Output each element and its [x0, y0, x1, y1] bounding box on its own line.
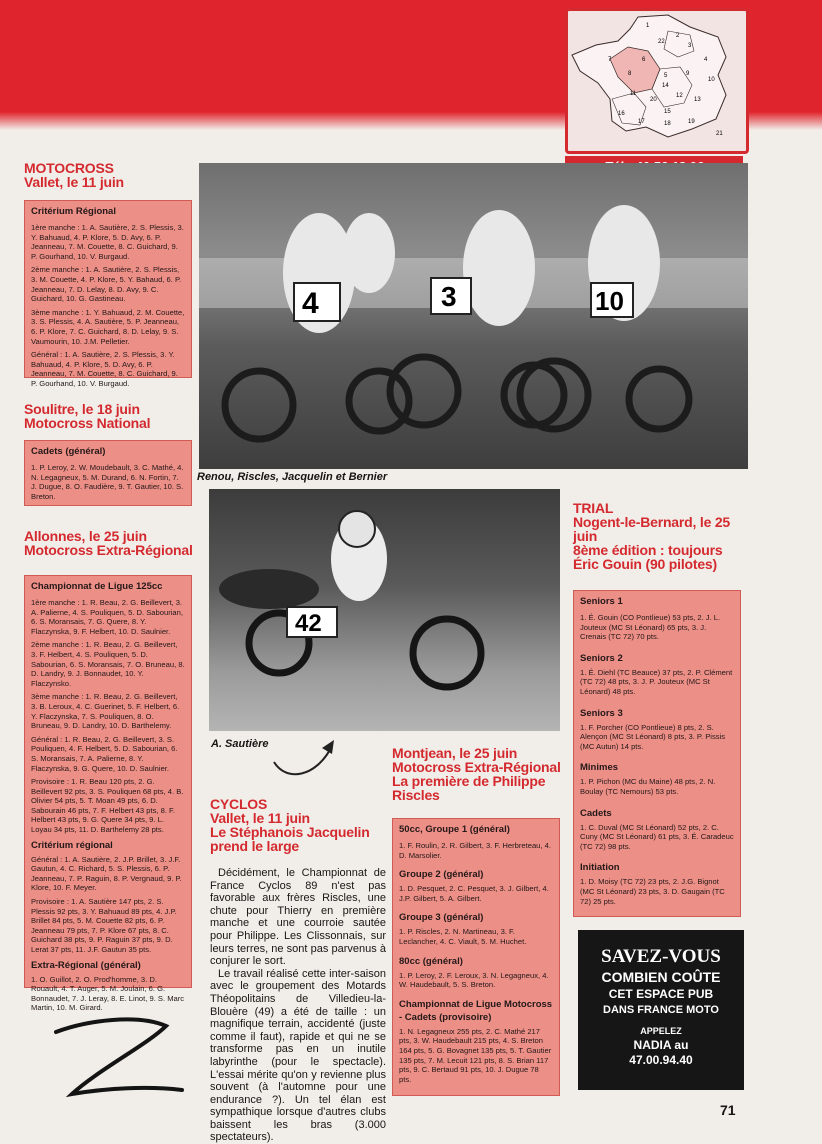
headline-line: Motocross Extra-Régional: [24, 542, 193, 558]
race-number: 4: [302, 287, 319, 320]
result-entry: 1. F. Roulin, 2. R. Gilbert, 3. F. Herbreteau, 4. D. Marsolier.: [399, 841, 551, 860]
map-label: 21: [716, 131, 723, 137]
result-entry: Général : 1. A. Sautière, 2. S. Plessis, 3. Y. Bahuaud, 4. P. Klore, 5. D. Avy, 6. P. Jeanneau, 7. M. Couette, 8. C. Guichard, 9. P. Gourhand, 10. V. Burgaud.: [31, 350, 178, 388]
box-title: Critérium Régional: [31, 206, 116, 217]
box-title: Championnat de Ligue 125cc: [31, 581, 163, 592]
box-subtitle: Minimes: [580, 762, 619, 774]
cyclos-headline: [210, 797, 386, 853]
map-label: 19: [688, 119, 695, 125]
box-subtitle: Initiation: [580, 862, 620, 874]
box-subtitle: Seniors 3: [580, 707, 623, 719]
headline-line: Motocross Extra-Régional: [392, 759, 561, 775]
result-entry: 1. N. Legagneux 255 pts, 2. C. Mathé 217 pts, 3. W. Haudebault 215 pts, 4. S. Breton 164 pts, 5. G. Bovagnet 135 pts, 5. T. Gautier 135 pts, 7. M. Lecuit 121 pts, 8. S. Brian 117 pts, 9. C. Bertaud 91 pts, 10. J. Dugue 78 pts.: [399, 1026, 552, 1084]
montjean-results-box: [392, 818, 560, 1096]
box-subtitle: 80cc (général): [399, 955, 463, 967]
allonnes-headline: [24, 529, 200, 557]
result-entry: 1. D. Pesquet, 2. C. Pesquet, 3. J. Gilbert, 4. J.P. Gilbert, 5. A. Gilbert.: [399, 884, 549, 903]
soulitre-headline: [24, 402, 194, 430]
box-title: 50cc, Groupe 1 (général): [399, 824, 510, 835]
article-paragraph: Décidément, le Championnat de France Cyclos 89 n'est pas favorable aux frères Riscles, une chute pour Thierry en première manche et une courroie sautée pour Philippe. Les Clissonnais, sur leurs terres, ne sont pas parvenus à conjurer le sort.: [210, 867, 386, 968]
map-label: 12: [676, 93, 683, 99]
box-subtitle: Groupe 2 (général): [399, 869, 484, 881]
result-entry: 2ème manche : 1. A. Sautière, 2. S. Plessis, 3. M. Couette, 4. P. Klore, 5. Y. Bahaud, 6. P. Jeanneau, 7. D. Lelay, 8. D. Avy, 9. C. Guichard, 10. G. Gastineau.: [31, 265, 182, 304]
map-label: 7: [608, 57, 612, 63]
result-entry: 1. É. Gouin (CO Pontlieue) 53 pts, 2. J. L. Jouteux (MC St Léonard) 65 pts, 3. J. Crenais (TC 72) 70 pts.: [580, 613, 721, 642]
article-paragraph: Le travail réalisé cette inter-saison avec le groupement des Motards Théopolitains de Villedieu-la-Blouère (49) a été de taille : un magnifique terrain, accidenté (juste comme il faut), rapide et qui ne se transforme pas en un inutile labyrinthe (pour le spectacle). L'essai mérite qu'on y revienne plus souvent (à l'automne pour une endurance ?). Un tel élan est sympathique lorsque d'autres clubs baissent les bras (3.000 spectateurs).: [210, 967, 386, 1144]
map-label: 8: [628, 71, 632, 77]
headline-line: Nogent-le-Bernard, le 25: [573, 514, 731, 530]
headline-line: La première de Philippe: [392, 773, 546, 789]
region-map: [565, 8, 749, 154]
headline-line: TRIAL: [573, 500, 614, 516]
box-subtitle: Critérium régional: [31, 839, 113, 851]
headline-line: Éric Gouin (90 pilotes): [573, 556, 717, 572]
allonnes-results-box: [24, 575, 192, 1013]
headline-line: MOTOCROSS: [24, 160, 114, 176]
headline-line: prend le large: [210, 838, 300, 854]
result-entry: 1. P. Riscles, 2. N. Martineau, 3. F. Leclancher, 4. C. Viault, 5. M. Huchet.: [399, 927, 527, 946]
result-entry: 1. D. Moisy (TC 72) 23 pts, 2. J.G. Bignot (MC St Léonard) 23 pts, 3. D. Gaugain (TC 72) 25 pts.: [580, 877, 725, 906]
headline-line: Le Stéphanois Jacquelin: [210, 824, 370, 840]
headline-line: Montjean, le 25 juin: [392, 745, 518, 761]
headline-line: Riscles: [392, 787, 440, 803]
ad-line: COMBIEN COÛTE: [601, 969, 721, 985]
map-label: 15: [664, 109, 671, 115]
box-subtitle: Groupe 3 (général): [399, 912, 484, 924]
result-entry: 1. O. Guillot, 2. O. Prod'homme, 3. D. Rouault, 4. T. Auger, 5. M. Joulain, 6. G. Bonnaudet, 7. J. Leray, 8. E. Linot, 9. S. Marc Martin, 10. M. Girard.: [31, 974, 185, 1013]
ad-line: NADIA au: [633, 1038, 689, 1052]
ad-line: 47.00.94.40: [629, 1053, 693, 1067]
map-label: 22: [658, 39, 665, 45]
race-number: 10: [595, 286, 624, 316]
map-label: 3: [688, 43, 692, 49]
result-entry: 1. P. Leroy, 2. W. Moudebault, 3. C. Mathé, 4. N. Legagneux, 5. M. Durand, 6. N. Fortin, 7. J. Dugue, 8. O. Faudière, 9. T. Gautier, 10. S. Breton.: [31, 463, 184, 501]
race-number: 42: [295, 610, 322, 637]
trial-results-box: [573, 590, 741, 917]
motocross-riders-icon: [199, 163, 748, 469]
vallet-results-box: [24, 200, 192, 388]
result-entry: 3ème manche : 1. Y. Bahuaud, 2. M. Couette, 3. S. Plessis, 4. A. Sautière, 5. P. Jeanneau, 6. P. Klore, 7. C. Guichard, 8. D. Lelay, 9. S. Vaumourin, 10. J.M. Pelletier.: [31, 307, 185, 346]
advertisement-box: [578, 930, 744, 1090]
result-entry: 1ère manche : 1. R. Beau, 2. G. Beillevert, 3. A. Palierne, 4. S. Pouliquen, 5. D. Sabourian, 6. S. Moransais, 7. G. Quere, 8. Y. Flaczynska, 9. F. Helbert, 10. D. Saulnier.: [31, 598, 183, 636]
map-label: 13: [694, 97, 701, 103]
page-number: 71: [720, 1102, 736, 1118]
map-label: 16: [618, 111, 625, 117]
ad-line: APPELEZ: [640, 1026, 682, 1036]
ad-line: SAVEZ-VOUS: [601, 946, 721, 967]
box-subtitle: Seniors 2: [580, 652, 623, 664]
headline-line: Vallet, le 11 juin: [210, 810, 310, 826]
result-entry: 1. P. Leroy, 2. F. Leroux, 3. N. Legagneux, 4. W. Haudebault, 5. S. Breton.: [399, 970, 549, 990]
trial-headline: [573, 501, 753, 571]
result-entry: Général : 1. A. Sautière, 2. J.P. Brillet, 3. J.F. Gautun, 4. C. Richard, 5. S. Plessis, 6. P. Jeanneau, 7. P. Raguin, 8. P. Vergnaud, 9. P. Klore, 10. F. Meyer.: [31, 854, 182, 893]
box-title: Seniors 1: [580, 596, 623, 607]
result-entry: 1. P. Pichon (MC du Maine) 48 pts, 2. N. Boulay (TC Nemours) 53 pts.: [580, 777, 716, 796]
map-label: 17: [638, 119, 645, 125]
sautiere-photo: [209, 489, 560, 731]
handwritten-scribble-icon: [48, 1010, 188, 1105]
map-label: 11: [630, 91, 637, 97]
result-entry: 2ème manche : 1. R. Beau, 2. G. Beillevert, 3. F. Helbert, 4. S. Pouliquen, 5. D. Sabourian, 6. S. Moransais, 7. O. Bruneau, 8. D. Landry, 9. J. Bonnaudet, 10. Y. Flaczynsko.: [31, 640, 185, 688]
box-subtitle: Cadets: [580, 807, 612, 819]
cyclos-article: [210, 867, 386, 1144]
map-label: 9: [686, 71, 690, 77]
ad-line: DANS FRANCE MOTO: [603, 1004, 719, 1016]
result-entry: 1ère manche : 1. A. Sautière, 2. S. Plessis, 3. Y. Bahuaud, 4. P. Klore, 5. D. Avy, 6. P. Jeanneau, 7. M. Couette, 8. C. Guichard, 9. P. Gourhand, 10. V. Burgaud.: [31, 223, 184, 261]
race-number: 3: [441, 281, 457, 312]
map-label: 5: [664, 73, 668, 79]
box-title: Cadets (général): [31, 446, 106, 457]
result-entry: Provisoire : 1. A. Sautière 147 pts, 2. S. Plessis 92 pts, 3. Y. Bahuaud 89 pts, 4. J.P. Brillet 84 pts, 5. M. Couette 82 pts, 6. P. Jeanneau 79 pts, 7. P. Klore 67 pts, 8. C. Guichard 38 pts, 9. P. Raguin 37 pts, 9. D. Lerat 37 pts, 11. J.F. Gautun 35 pts.: [31, 897, 177, 954]
motocross-race-photo: [199, 163, 748, 469]
result-entry: 3ème manche : 1. R. Beau, 2. G. Beillevert, 3. B. Leroux, 4. C. Guerinet, 5. F. Helbert, 6. Y. Flaczynska, 7. S. Pouliquen, 8. O. Bruneau, 9. D. Landry, 10. D. Barthelemy.: [31, 692, 180, 731]
result-entry: 1. C. Duval (MC St Léonard) 52 pts, 2. C. Cuny (MC St Léonard) 61 pts, 3. É. Caradeuc (TC 72) 98 pts.: [580, 822, 734, 851]
box-subtitle: Extra-Régional (général): [31, 959, 141, 971]
map-label: 4: [704, 57, 708, 63]
result-entry: Provisoire : 1. R. Beau 120 pts, 2. G. Beillevert 92 pts, 3. S. Pouliquen 68 pts, 4. B. Olivier 54 pts, 5. T. Moan 49 pts, 6. D. Sabourain 46 pts, 7. F. Helbert 43 pts, 8. F. Helbert 43 pts, 9. G. Quere 34 pts, 9. L. Loyau 34 pts, 11. D. Barthelemy 28 pts.: [31, 777, 184, 835]
headline-line: Soulitre, le 18 juin: [24, 401, 140, 417]
headline-line: Motocross National: [24, 415, 151, 431]
headline-line: 8ème édition : toujours: [573, 542, 723, 558]
map-label: 18: [664, 121, 671, 127]
ad-line: CET ESPACE PUB: [608, 987, 714, 1001]
curved-arrow-icon: [270, 736, 342, 780]
motocross-rider-icon: [209, 489, 560, 731]
headline-line: Vallet, le 11 juin: [24, 174, 124, 190]
map-label: 1: [646, 23, 650, 29]
soulitre-results-box: [24, 440, 192, 506]
result-entry: Général : 1. R. Beau, 2. G. Beillevert, 3. S. Pouliquen, 4. F. Helbert, 5. D. Sabourian, 6. S. Moransais, 7. A. Palierne, 8. Y. Flaczynska, 9. G. Quere, 10. D. Saulnier.: [31, 734, 178, 773]
photo1-caption: Renou, Riscles, Jacquelin et Bernier: [197, 471, 388, 483]
headline-line: CYCLOS: [210, 796, 268, 812]
box-subtitle: Championnat de Ligue Motocross - Cadets (provisoire): [399, 998, 553, 1023]
map-label: 2: [676, 33, 680, 39]
map-label: 14: [662, 83, 669, 89]
result-entry: 1. F. Porcher (CO Pontlieue) 8 pts, 2. S. Alençon (MC St Léonard) 8 pts, 3. P. Pissis (MC Autun) 14 pts.: [580, 722, 726, 751]
montjean-headline: [392, 746, 564, 802]
france-map-icon: [568, 11, 740, 145]
motocross-vallet-headline: [24, 161, 194, 189]
map-label: 20: [650, 97, 657, 103]
photo2-caption: A. Sautière: [211, 738, 269, 750]
map-label: 6: [642, 57, 646, 63]
map-label: 10: [708, 77, 715, 83]
headline-line: juin: [573, 528, 598, 544]
result-entry: 1. É. Diehl (TC Beauce) 37 pts, 2. P. Clément (TC 72) 48 pts, 3. J. P. Jouteux (MC St Léonard) 48 pts.: [580, 667, 733, 696]
headline-line: Allonnes, le 25 juin: [24, 528, 147, 544]
